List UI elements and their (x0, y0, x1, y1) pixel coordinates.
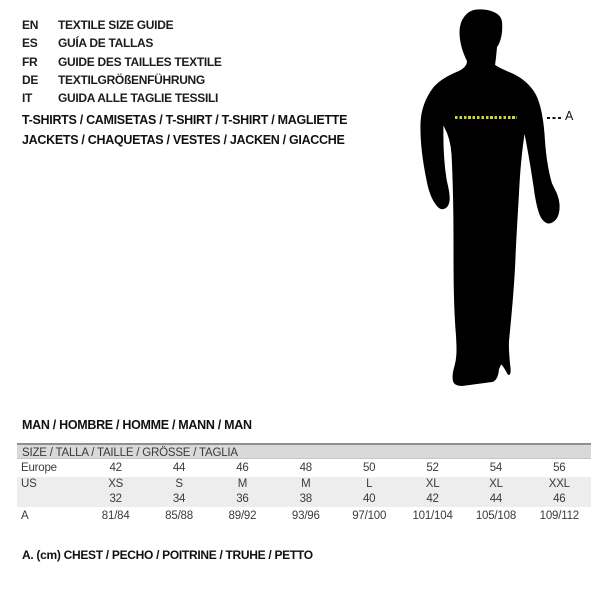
table-row-europe (17, 459, 591, 477)
language-code: EN (22, 18, 39, 32)
row-label: US (21, 478, 37, 490)
size-cell: 105/108 (475, 510, 517, 522)
size-cell: 56 (553, 462, 566, 474)
size-table (17, 443, 591, 525)
size-cell: XXL (548, 478, 570, 490)
garment-line-tshirts: T-SHIRTS / CAMISETAS / T-SHIRT / T-SHIRT / MAGLIETTE (22, 113, 348, 127)
measurement-pointer-dash-line (547, 117, 563, 119)
language-label: GUÍA DE TALLAS (58, 36, 154, 51)
language-row (22, 16, 222, 34)
size-cell: 85/88 (165, 510, 193, 522)
section-title-man: MAN / HOMBRE / HOMME / MANN / MAN (22, 418, 252, 432)
measurement-label-a: A (565, 109, 574, 123)
language-code: IT (22, 91, 33, 106)
language-label: GUIDE DES TAILLES TEXTILE (58, 54, 222, 69)
size-cell: 44 (172, 462, 186, 474)
language-row (22, 71, 222, 89)
language-code: ES (22, 36, 38, 51)
size-cell: 109/112 (539, 510, 579, 522)
size-cell: 89/92 (228, 510, 257, 522)
size-cell: 101/104 (412, 510, 453, 522)
size-cell: 52 (426, 462, 439, 474)
size-table-header: SIZE / TALLA / TAILLE / GRÖSSE / TAGLIA (17, 443, 591, 459)
size-cell: XL (489, 478, 503, 490)
language-label: GUIDA ALLE TAGLIE TESSILI (58, 91, 219, 106)
size-cell: 54 (489, 462, 503, 474)
language-row (22, 34, 222, 52)
language-row (22, 53, 222, 71)
table-row-us-numbers (17, 492, 591, 507)
size-cell: 44 (489, 493, 503, 505)
footnote-chest-legend: A. (cm) CHEST / PECHO / POITRINE / TRUHE / PETTO (22, 548, 313, 562)
size-cell: 93/96 (291, 510, 320, 522)
size-cell: XL (425, 478, 440, 490)
chest-measurement-dash-line (455, 116, 517, 119)
size-cell: M (237, 478, 248, 490)
size-cell: 42 (426, 493, 439, 505)
man-silhouette-figure (410, 0, 580, 390)
size-cell: 32 (109, 493, 122, 505)
size-cell: 38 (299, 493, 313, 505)
size-cell: 34 (172, 493, 186, 505)
size-cell: L (366, 478, 373, 490)
size-cell: 42 (109, 462, 122, 474)
row-label: A (21, 510, 29, 522)
size-cell: 50 (362, 462, 376, 474)
size-cell: S (175, 478, 183, 490)
garment-line-jackets: JACKETS / CHAQUETAS / VESTES / JACKEN / GIACCHE (22, 133, 345, 147)
language-row (22, 89, 222, 107)
size-cell: 36 (236, 493, 249, 505)
size-cell: M (301, 478, 311, 490)
table-row-us-letters (17, 477, 591, 492)
row-label (17, 492, 84, 507)
size-cell: 97/100 (352, 510, 387, 522)
size-cell: 40 (362, 493, 376, 505)
size-cell: XS (108, 478, 124, 490)
language-label: TEXTILE SIZE GUIDE (58, 18, 174, 32)
size-cell: 81/84 (101, 510, 130, 522)
size-cell: 48 (299, 462, 313, 474)
garment-categories (22, 110, 347, 150)
language-list (22, 16, 222, 107)
size-cell: 46 (553, 493, 566, 505)
row-label: Europe (21, 462, 57, 474)
language-code: FR (22, 54, 38, 69)
language-label: TEXTILGRÖßENFÜHRUNG (58, 72, 205, 87)
language-code: DE (22, 72, 39, 87)
table-row-chest-cm (17, 507, 591, 525)
size-cell: 46 (236, 462, 249, 474)
